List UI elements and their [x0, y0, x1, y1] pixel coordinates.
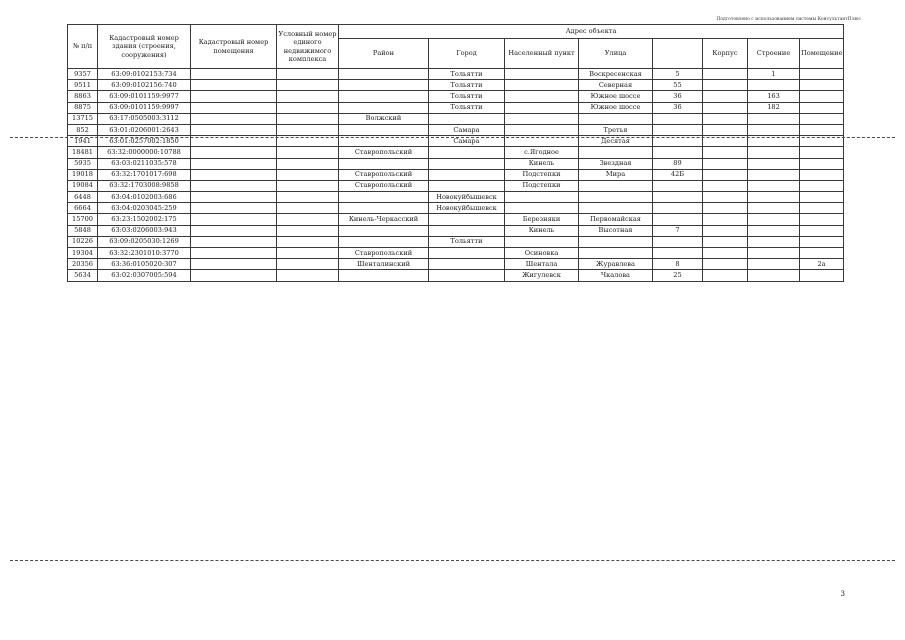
- cell-premises-cad: [191, 158, 277, 169]
- cell-complex-num: [277, 124, 339, 135]
- cell-korpus: [703, 225, 748, 236]
- cell-district: [339, 192, 429, 203]
- cell-house: [653, 124, 703, 135]
- cell-city: Тольятти: [429, 102, 505, 113]
- cell-premises-cad: [191, 91, 277, 102]
- cell-house: 55: [653, 80, 703, 91]
- cell-complex-num: [277, 158, 339, 169]
- cell-num: 5935: [68, 158, 98, 169]
- cell-stroenie: [748, 270, 800, 281]
- cell-korpus: [703, 69, 748, 80]
- cell-pomeshchenie: [800, 158, 844, 169]
- cell-pomeshchenie: [800, 214, 844, 225]
- table-row: [68, 180, 844, 191]
- table-row: [68, 270, 844, 281]
- table-row: [68, 225, 844, 236]
- cell-district: Ставропольский: [339, 248, 429, 259]
- cell-complex-num: [277, 259, 339, 270]
- cell-district: [339, 236, 429, 247]
- cell-house: [653, 236, 703, 247]
- cell-city: Новокуйбышевск: [429, 203, 505, 214]
- table-row: [68, 203, 844, 214]
- cell-house: [653, 192, 703, 203]
- cell-street: [579, 192, 653, 203]
- cell-city: [429, 147, 505, 158]
- cell-city: Самара: [429, 124, 505, 135]
- cell-pomeshchenie: [800, 80, 844, 91]
- table-row: [68, 102, 844, 113]
- header-num: № п/п: [68, 25, 98, 69]
- cell-premises-cad: [191, 192, 277, 203]
- cell-street: [579, 203, 653, 214]
- cell-building-cad: 63:23:1502002:175: [98, 214, 191, 225]
- table-header: [68, 25, 844, 69]
- cell-settlement: [505, 102, 579, 113]
- cell-premises-cad: [191, 69, 277, 80]
- header-city: Город: [429, 39, 505, 69]
- cell-street: Южное шоссе: [579, 102, 653, 113]
- cell-building-cad: 63:17:0505003:3112: [98, 113, 191, 124]
- cell-settlement: Кинель: [505, 158, 579, 169]
- cell-house: 42Б: [653, 169, 703, 180]
- cell-building-cad: 63:32:2301010:3770: [98, 248, 191, 259]
- cell-district: [339, 124, 429, 135]
- cell-korpus: [703, 192, 748, 203]
- cell-num: 13715: [68, 113, 98, 124]
- cell-district: [339, 102, 429, 113]
- cell-complex-num: [277, 147, 339, 158]
- cell-stroenie: [748, 192, 800, 203]
- cell-complex-num: [277, 102, 339, 113]
- cell-premises-cad: [191, 259, 277, 270]
- table-row: [68, 192, 844, 203]
- cell-premises-cad: [191, 225, 277, 236]
- cell-stroenie: 1: [748, 69, 800, 80]
- table-row: [68, 124, 844, 135]
- cell-building-cad: 63:32:1703008:9858: [98, 180, 191, 191]
- cell-complex-num: [277, 203, 339, 214]
- cell-pomeshchenie: [800, 192, 844, 203]
- cell-house: [653, 203, 703, 214]
- cell-building-cad: 63:03:0211035:578: [98, 158, 191, 169]
- cell-korpus: [703, 214, 748, 225]
- cell-stroenie: [748, 180, 800, 191]
- cell-city: [429, 158, 505, 169]
- cell-pomeshchenie: [800, 69, 844, 80]
- cell-complex-num: [277, 236, 339, 247]
- cell-house: [653, 180, 703, 191]
- table-row: [68, 236, 844, 247]
- cell-korpus: [703, 102, 748, 113]
- cell-district: [339, 270, 429, 281]
- cell-city: [429, 180, 505, 191]
- cell-pomeshchenie: [800, 180, 844, 191]
- cell-street: Южное шоссе: [579, 91, 653, 102]
- cell-complex-num: [277, 192, 339, 203]
- cell-pomeshchenie: [800, 147, 844, 158]
- cell-stroenie: 182: [748, 102, 800, 113]
- cell-korpus: [703, 180, 748, 191]
- cell-building-cad: 63:01:0257002:1850: [98, 136, 191, 147]
- cell-city: [429, 225, 505, 236]
- cell-korpus: [703, 248, 748, 259]
- cell-premises-cad: [191, 180, 277, 191]
- cell-pomeshchenie: [800, 91, 844, 102]
- cell-house: 36: [653, 91, 703, 102]
- header-building-cad: Кадастровый номер здания (строения, сооружения): [98, 25, 191, 69]
- cell-street: Первомайская: [579, 214, 653, 225]
- cell-korpus: [703, 236, 748, 247]
- cell-building-cad: 63:02:0307005:594: [98, 270, 191, 281]
- header-settlement: Населенный пункт: [505, 39, 579, 69]
- cell-num: 9511: [68, 80, 98, 91]
- cell-street: [579, 147, 653, 158]
- cell-premises-cad: [191, 147, 277, 158]
- cell-building-cad: 63:09:0205030:1269: [98, 236, 191, 247]
- cell-city: [429, 248, 505, 259]
- register-table: [67, 24, 844, 282]
- fold-line-top: [10, 137, 895, 138]
- cell-house: [653, 113, 703, 124]
- cell-stroenie: 163: [748, 91, 800, 102]
- cell-complex-num: [277, 113, 339, 124]
- cell-complex-num: [277, 248, 339, 259]
- cell-street: [579, 113, 653, 124]
- cell-premises-cad: [191, 102, 277, 113]
- cell-street: Журавлева: [579, 259, 653, 270]
- cell-pomeshchenie: 2а: [800, 259, 844, 270]
- cell-num: 5634: [68, 270, 98, 281]
- table-body: [68, 69, 844, 282]
- cell-district: Волжский: [339, 113, 429, 124]
- cell-pomeshchenie: [800, 236, 844, 247]
- cell-settlement: Шентала: [505, 259, 579, 270]
- cell-pomeshchenie: [800, 270, 844, 281]
- cell-settlement: [505, 69, 579, 80]
- cell-city: Тольятти: [429, 80, 505, 91]
- cell-premises-cad: [191, 248, 277, 259]
- cell-premises-cad: [191, 80, 277, 91]
- cell-complex-num: [277, 69, 339, 80]
- cell-stroenie: [748, 80, 800, 91]
- cell-num: 6664: [68, 203, 98, 214]
- cell-city: Тольятти: [429, 236, 505, 247]
- page-number: 3: [840, 590, 845, 598]
- cell-pomeshchenie: [800, 102, 844, 113]
- cell-city: Новокуйбышевск: [429, 192, 505, 203]
- cell-num: 19304: [68, 248, 98, 259]
- cell-district: [339, 91, 429, 102]
- cell-premises-cad: [191, 169, 277, 180]
- cell-stroenie: [748, 203, 800, 214]
- cell-korpus: [703, 124, 748, 135]
- table-row: [68, 259, 844, 270]
- cell-building-cad: 63:09:0102156:740: [98, 80, 191, 91]
- cell-street: [579, 236, 653, 247]
- cell-building-cad: 63:32:1701017:698: [98, 169, 191, 180]
- cell-city: [429, 169, 505, 180]
- cell-building-cad: 63:09:0101159:9997: [98, 102, 191, 113]
- cell-complex-num: [277, 270, 339, 281]
- cell-house: 7: [653, 225, 703, 236]
- table-row: [68, 69, 844, 80]
- cell-settlement: Подстепки: [505, 169, 579, 180]
- cell-num: 18481: [68, 147, 98, 158]
- cell-stroenie: [748, 124, 800, 135]
- cell-city: [429, 259, 505, 270]
- cell-pomeshchenie: [800, 169, 844, 180]
- cell-building-cad: 63:03:0206003:943: [98, 225, 191, 236]
- cell-district: [339, 225, 429, 236]
- table-row: [68, 248, 844, 259]
- cell-building-cad: 63:04:0203045:259: [98, 203, 191, 214]
- cell-settlement: [505, 80, 579, 91]
- cell-house: 5: [653, 69, 703, 80]
- source-note: Подготовлено с использованием системы КонсультантПлюс: [716, 17, 861, 22]
- cell-building-cad: 63:04:0102003:686: [98, 192, 191, 203]
- cell-korpus: [703, 113, 748, 124]
- header-house: [653, 39, 703, 69]
- cell-stroenie: [748, 236, 800, 247]
- cell-pomeshchenie: [800, 113, 844, 124]
- cell-street: Третья: [579, 124, 653, 135]
- cell-building-cad: 63:36:0105020:307: [98, 259, 191, 270]
- cell-korpus: [703, 169, 748, 180]
- cell-house: [653, 248, 703, 259]
- header-pomeshchenie: Помещение: [800, 39, 844, 69]
- cell-pomeshchenie: [800, 203, 844, 214]
- cell-pomeshchenie: [800, 248, 844, 259]
- header-complex-num: Условный номер единого недвижимого комплекса: [277, 25, 339, 69]
- cell-city: Тольятти: [429, 69, 505, 80]
- cell-street: Северная: [579, 80, 653, 91]
- cell-korpus: [703, 203, 748, 214]
- cell-settlement: [505, 236, 579, 247]
- cell-street: Мира: [579, 169, 653, 180]
- cell-pomeshchenie: [800, 124, 844, 135]
- cell-num: 9357: [68, 69, 98, 80]
- cell-house: 8: [653, 259, 703, 270]
- cell-settlement: [505, 124, 579, 135]
- cell-settlement: Кинель: [505, 225, 579, 236]
- cell-stroenie: [748, 248, 800, 259]
- header-premises-cad: Кадастровый номер помещения: [191, 25, 277, 69]
- cell-settlement: Осиновка: [505, 248, 579, 259]
- cell-building-cad: 63:09:0101159:9977: [98, 91, 191, 102]
- cell-street: [579, 248, 653, 259]
- cell-street: [579, 180, 653, 191]
- cell-settlement: [505, 113, 579, 124]
- cell-num: 19084: [68, 180, 98, 191]
- cell-settlement: [505, 203, 579, 214]
- table-row: [68, 80, 844, 91]
- table-row: [68, 91, 844, 102]
- cell-city: [429, 270, 505, 281]
- cell-street: Звездная: [579, 158, 653, 169]
- cell-premises-cad: [191, 270, 277, 281]
- header-street: Улица: [579, 39, 653, 69]
- table-row: [68, 147, 844, 158]
- cell-stroenie: [748, 225, 800, 236]
- cell-building-cad: 63:01:0206001:2643: [98, 124, 191, 135]
- cell-premises-cad: [191, 113, 277, 124]
- cell-num: 5848: [68, 225, 98, 236]
- cell-city: [429, 113, 505, 124]
- cell-district: [339, 69, 429, 80]
- cell-korpus: [703, 80, 748, 91]
- header-korpus: Корпус: [703, 39, 748, 69]
- cell-premises-cad: [191, 203, 277, 214]
- cell-settlement: Подстепки: [505, 180, 579, 191]
- cell-stroenie: [748, 147, 800, 158]
- cell-street: Десятая: [579, 136, 653, 147]
- cell-complex-num: [277, 91, 339, 102]
- cell-district: Ставропольский: [339, 147, 429, 158]
- cell-num: 8863: [68, 91, 98, 102]
- cell-korpus: [703, 270, 748, 281]
- cell-complex-num: [277, 180, 339, 191]
- cell-district: [339, 203, 429, 214]
- fold-line-bottom: [10, 560, 895, 561]
- table-row: [68, 169, 844, 180]
- cell-building-cad: 63:09:0102153:734: [98, 69, 191, 80]
- cell-stroenie: [748, 113, 800, 124]
- cell-premises-cad: [191, 124, 277, 135]
- cell-district: Ставропольский: [339, 180, 429, 191]
- cell-city: [429, 214, 505, 225]
- cell-house: [653, 214, 703, 225]
- cell-district: Ставропольский: [339, 169, 429, 180]
- cell-city: Самара: [429, 136, 505, 147]
- cell-district: [339, 158, 429, 169]
- header-stroenie: Строение: [748, 39, 800, 69]
- cell-building-cad: 63:32:0000000:10788: [98, 147, 191, 158]
- cell-settlement: [505, 91, 579, 102]
- cell-num: 15700: [68, 214, 98, 225]
- table-row: [68, 113, 844, 124]
- cell-district: Кинель-Черкасский: [339, 214, 429, 225]
- cell-korpus: [703, 158, 748, 169]
- cell-house: 89: [653, 158, 703, 169]
- cell-settlement: [505, 192, 579, 203]
- cell-pomeshchenie: [800, 225, 844, 236]
- cell-settlement: с.Ягодное: [505, 147, 579, 158]
- cell-street: Высотная: [579, 225, 653, 236]
- table-row: [68, 214, 844, 225]
- cell-house: 25: [653, 270, 703, 281]
- cell-num: 6448: [68, 192, 98, 203]
- table-row: [68, 158, 844, 169]
- cell-house: [653, 147, 703, 158]
- cell-num: 20356: [68, 259, 98, 270]
- cell-settlement: Жигулевск: [505, 270, 579, 281]
- cell-num: 1941: [68, 136, 98, 147]
- cell-house: 36: [653, 102, 703, 113]
- cell-complex-num: [277, 80, 339, 91]
- cell-stroenie: [748, 259, 800, 270]
- cell-num: 852: [68, 124, 98, 135]
- cell-complex-num: [277, 214, 339, 225]
- cell-korpus: [703, 259, 748, 270]
- cell-stroenie: [748, 169, 800, 180]
- cell-num: 10226: [68, 236, 98, 247]
- cell-stroenie: [748, 214, 800, 225]
- cell-district: [339, 80, 429, 91]
- cell-street: Воскресенская: [579, 69, 653, 80]
- cell-city: Тольятти: [429, 91, 505, 102]
- header-district: Район: [339, 39, 429, 69]
- cell-premises-cad: [191, 236, 277, 247]
- cell-district: Шенталинский: [339, 259, 429, 270]
- cell-complex-num: [277, 169, 339, 180]
- cell-premises-cad: [191, 214, 277, 225]
- cell-num: 19018: [68, 169, 98, 180]
- cell-stroenie: [748, 158, 800, 169]
- cell-street: Чкалова: [579, 270, 653, 281]
- cell-num: 8875: [68, 102, 98, 113]
- cell-korpus: [703, 147, 748, 158]
- header-address: Адрес объекта: [339, 25, 844, 39]
- cell-settlement: Березняки: [505, 214, 579, 225]
- cell-complex-num: [277, 225, 339, 236]
- cell-korpus: [703, 91, 748, 102]
